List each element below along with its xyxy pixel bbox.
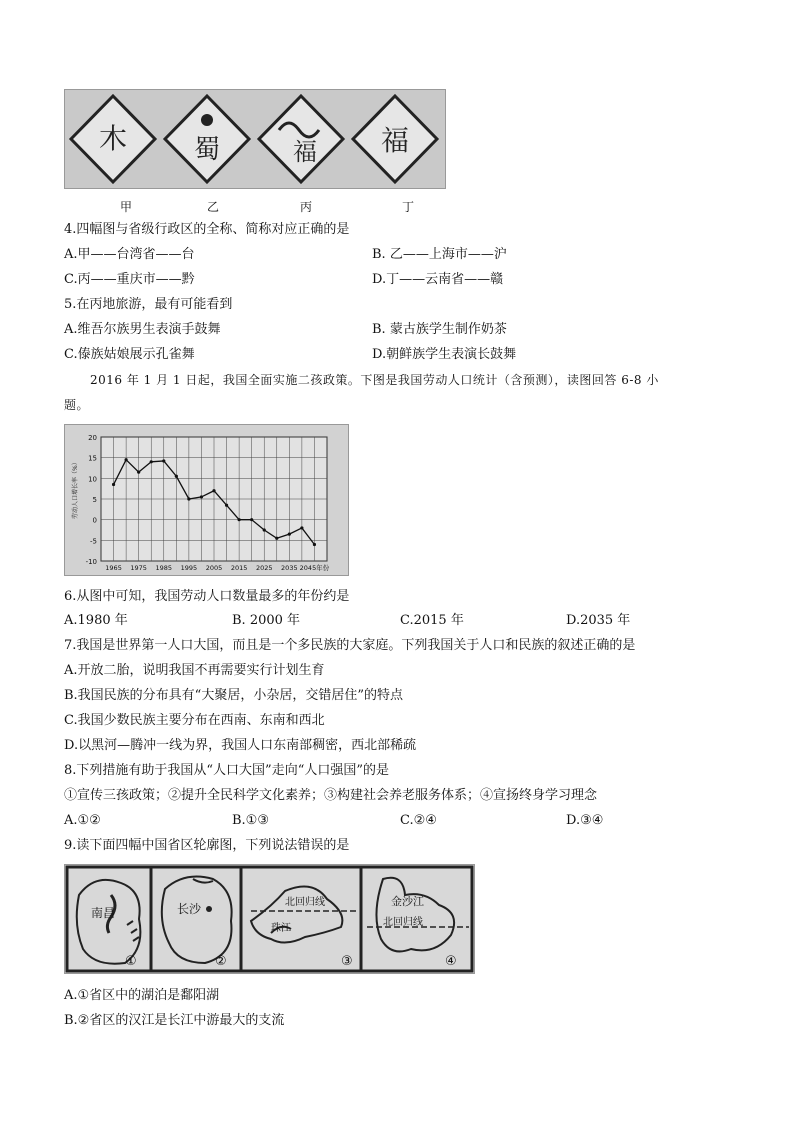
caption-bing: 丙	[300, 200, 313, 214]
emblem-yi-glyph: 蜀	[193, 135, 221, 165]
map-3-river-label: 珠江	[271, 923, 291, 934]
chart-x-tick-label: 1995	[180, 564, 198, 572]
map-2-city-label: 长沙	[177, 902, 202, 916]
chart-x-tick-label: 1965	[105, 564, 122, 572]
q6-option-d: D.2035 年	[566, 613, 631, 628]
chart-y-tick-label: 15	[88, 454, 97, 463]
chart-data-point	[162, 459, 165, 462]
q6-stem: 6.从图中可知，我国劳动人口数量最多的年份约是	[64, 589, 350, 604]
chart-data-point	[238, 518, 241, 521]
q8-option-c: C.②④	[400, 813, 437, 828]
q8-option-b: B.①③	[232, 813, 269, 828]
chart-data-point	[275, 537, 278, 540]
emblem-yi	[165, 96, 249, 182]
chart-x-tick-label: 2005	[205, 564, 223, 572]
map-1-number: ①	[125, 954, 137, 969]
map-4-number: ④	[445, 954, 457, 969]
chart-data-point	[187, 497, 190, 500]
chart-x-tick-label: 2035	[281, 564, 298, 572]
q5-option-b: B. 蒙古族学生制作奶茶	[372, 322, 507, 337]
q8-stem: 8.下列措施有助于我国从“人口大国”走向“人口强国”的是	[64, 763, 389, 778]
q9-stem: 9.读下面四幅中国省区轮廓图，下列说法错误的是	[64, 838, 350, 853]
q8-items: ①宣传三孩政策；②提升全民科学文化素养；③构建社会养老服务体系；④宣扬终身学习理念	[64, 788, 598, 803]
q4-option-c: C.丙——重庆市——黔	[64, 272, 195, 287]
chart-x-ticks	[105, 563, 329, 572]
emblem-bing-glyph: 福	[293, 138, 317, 166]
map-4-river-label: 金沙江	[391, 895, 424, 908]
map-2-hunan	[162, 877, 232, 969]
q5-option-a: A.维吾尔族男生表演手鼓舞	[64, 322, 221, 337]
map-1-city-label: 南昌	[91, 906, 116, 920]
chart-data-point	[125, 458, 128, 461]
map-4-tropic-label: 北回归线	[383, 917, 423, 928]
map-1-jiangxi	[77, 880, 141, 969]
chart-y-tick-label: 0	[92, 516, 97, 525]
chart-data-point	[313, 543, 316, 546]
q4-stem: 4.四幅图与省级行政区的全称、简称对应正确的是	[64, 222, 350, 237]
province-emblem-photo	[64, 89, 446, 189]
chart-y-tick-label: 5	[92, 496, 97, 504]
map-3-guangdong	[251, 887, 357, 970]
intro-line-1: 2016 年 1 月 1 日起，我国全面实施二孩政策。下图是我国劳动人口统计（含预测），读图回答 6-8 小	[90, 373, 659, 387]
chart-data-point	[300, 526, 303, 529]
chart-data-point	[137, 471, 140, 474]
intro-line-2: 题。	[64, 398, 90, 412]
chart-data-point	[225, 504, 228, 507]
q7-stem: 7.我国是世界第一人口大国，而且是一个多民族的大家庭。下列我国关于人口和民族的叙述正确的是	[64, 638, 636, 653]
q8-option-a: A.①②	[64, 813, 101, 828]
chart-data-point	[263, 528, 266, 531]
chart-y-ticks	[86, 434, 97, 566]
chart-y-tick-label: 20	[88, 434, 97, 442]
q9-option-a: A.①省区中的湖泊是鄱阳湖	[64, 988, 220, 1003]
labor-chart	[65, 425, 348, 575]
chart-x-tick-label: 1985	[155, 564, 173, 572]
emblem-jia	[71, 96, 155, 182]
chart-x-tick-label: 2045年份	[299, 564, 330, 572]
q4-option-d: D.丁——云南省——赣	[372, 272, 504, 287]
q7-option-c: C.我国少数民族主要分布在西南、东南和西北	[64, 713, 325, 728]
map-3-tropic-label: 北回归线	[285, 897, 325, 908]
chart-data-point	[175, 475, 178, 478]
province-emblem-art	[65, 90, 445, 188]
chart-data-point	[150, 460, 153, 463]
chart-data-point	[288, 533, 291, 536]
chart-grid	[101, 437, 327, 561]
q5-stem: 5.在丙地旅游，最有可能看到	[64, 297, 233, 312]
caption-jia: 甲	[120, 200, 133, 214]
chart-y-tick-label: -5	[90, 537, 97, 546]
q5-option-d: D.朝鲜族学生表演长鼓舞	[372, 347, 517, 362]
emblem-jia-glyph: 木	[98, 122, 128, 155]
chart-data-point	[200, 495, 203, 498]
labor-chart-photo	[64, 424, 349, 576]
chart-y-tick-label: 10	[88, 475, 97, 484]
q4-option-b: B. 乙——上海市——沪	[372, 247, 507, 262]
chart-x-tick-label: 1975	[130, 564, 147, 572]
chart-data-point	[112, 483, 115, 486]
chart-y-tick-label: -10	[85, 558, 97, 566]
q9-option-b: B.②省区的汉江是长江中游最大的支流	[64, 1013, 285, 1028]
q7-option-a: A.开放二胎，说明我国不再需要实行计划生育	[64, 663, 325, 678]
map-3-number: ③	[341, 954, 353, 969]
province-maps-photo	[64, 864, 475, 974]
caption-ding: 丁	[402, 200, 415, 214]
caption-yi: 乙	[207, 200, 220, 214]
q5-option-c: C.傣族姑娘展示孔雀舞	[64, 347, 195, 362]
q6-option-a: A.1980 年	[64, 613, 128, 628]
map-2-number: ②	[215, 954, 227, 969]
q7-option-d: D.以黑河—腾冲一线为界，我国人口东南部稠密，西北部稀疏	[64, 738, 417, 753]
province-maps	[65, 865, 474, 973]
map-4-yunnan	[367, 878, 469, 969]
emblem-ding	[353, 96, 437, 182]
chart-data-point	[250, 518, 253, 521]
emblem-ding-glyph: 福	[380, 124, 410, 157]
chart-y-label: 劳动人口增长率（%）	[72, 459, 79, 519]
chart-data-point	[212, 489, 215, 492]
q6-option-c: C.2015 年	[400, 613, 464, 628]
chart-x-tick-label: 2015	[230, 564, 248, 572]
q6-option-b: B. 2000 年	[232, 613, 301, 628]
q7-option-b: B.我国民族的分布具有“大聚居，小杂居，交错居住”的特点	[64, 688, 403, 703]
emblem-bing	[259, 96, 343, 182]
chart-x-tick-label: 2025	[255, 564, 273, 572]
q8-option-d: D.③④	[566, 813, 604, 828]
q4-option-a: A.甲——台湾省——台	[64, 247, 195, 262]
